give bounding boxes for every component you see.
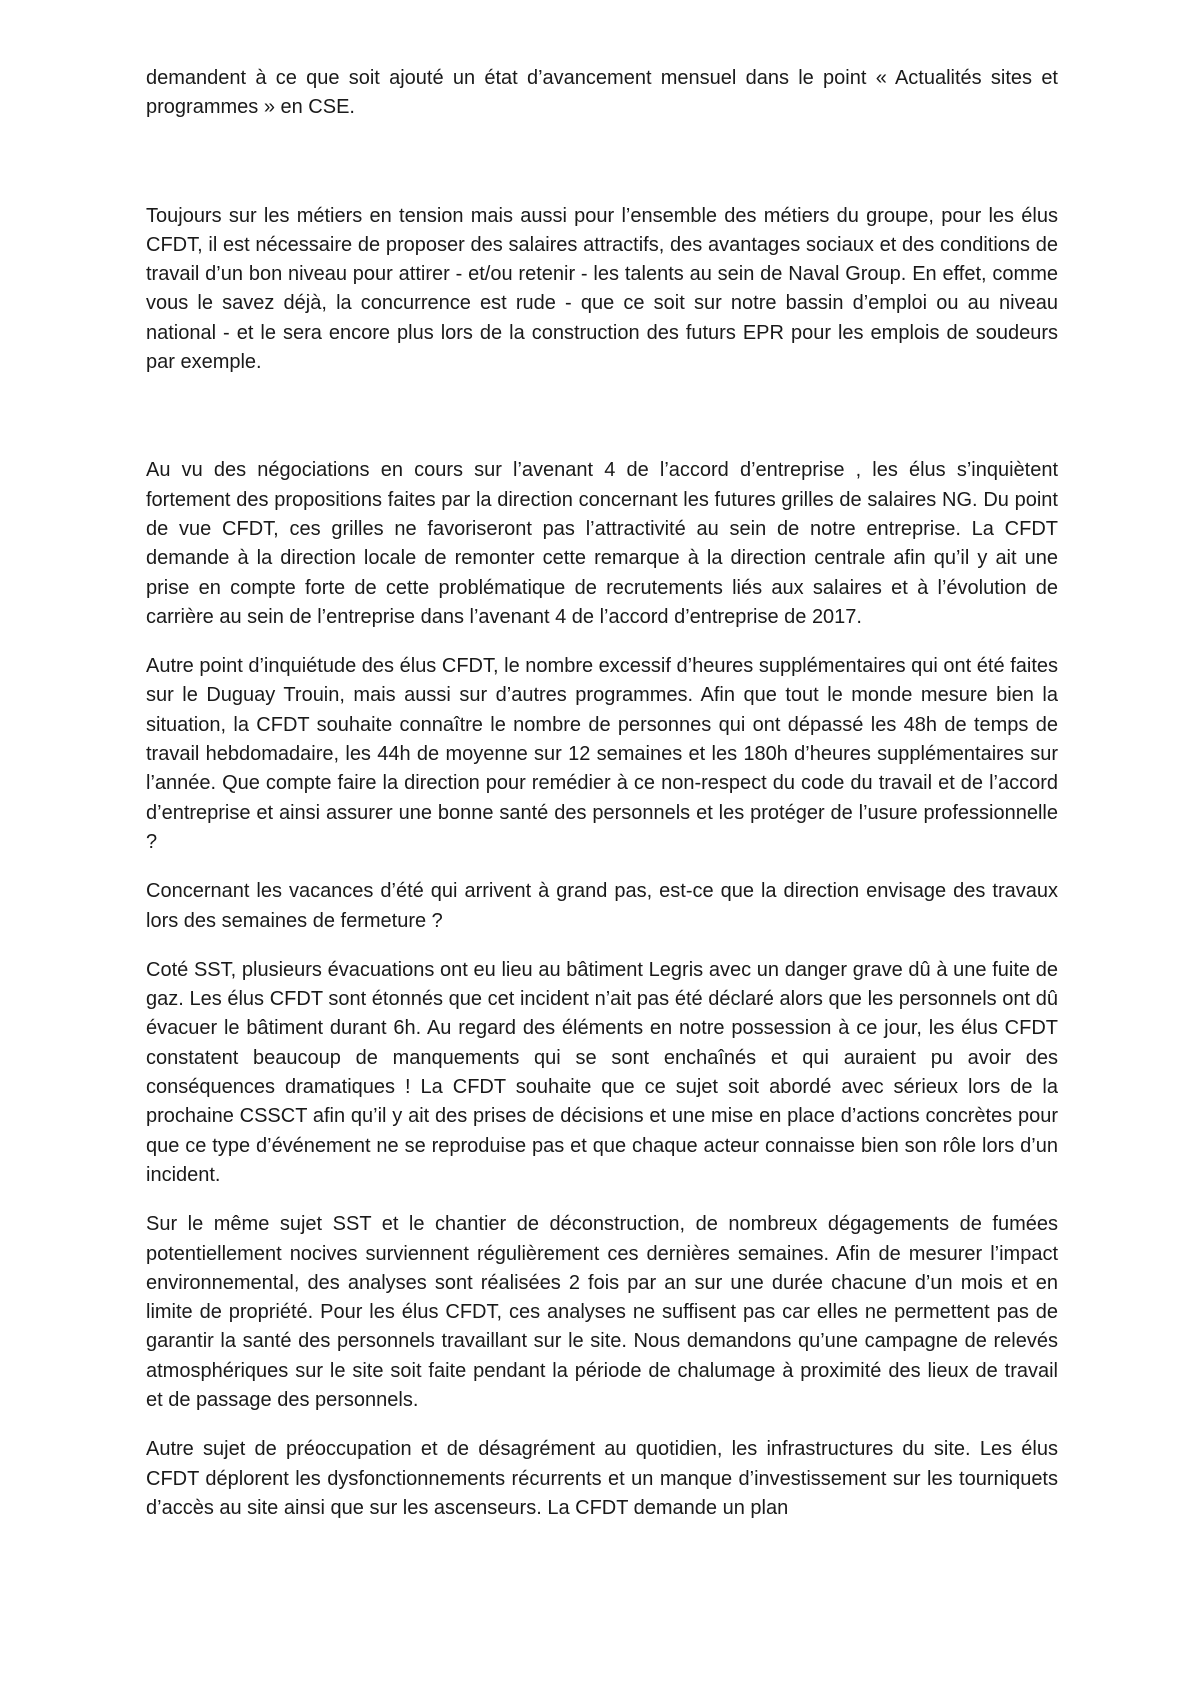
- document-page: [146, 64, 1058, 1523]
- paragraph-vacances-ete: Concernant les vacances d’été qui arrivent à grand pas, est-ce que la direction envisage des travaux lors des semaines de fermeture ?: [146, 880, 1058, 932]
- paragraph-heures-supplementaires: Autre point d’inquiétude des élus CFDT, le nombre excessif d’heures supplémentaires qui ont été faites sur le Duguay Trouin, mais aussi sur d’autres programmes. Afin que tout le monde mesure bien la situation, la CFDT souhaite connaître le nombre de personnes qui ont dépassé les 48h de temps de travail hebdomadaire, les 44h de moyenne sur 12 semaines et les 180h d’heures supplémentaires sur l’année. Que compte faire la direction pour remédier à ce non-respect du code du travail et de l’accord d’entreprise et ainsi assurer une bonne santé des personnels et les protéger de l’usure professionnelle ?: [146, 655, 1058, 853]
- paragraph-infrastructures: Autre sujet de préoccupation et de désagrément au quotidien, les infrastructures du site. Les élus CFDT déplorent les dysfonctionnements récurrents et un manque d’investissement sur les tourniquets d’accès au site ainsi que sur les ascenseurs. La CFDT demande un plan: [146, 1438, 1058, 1519]
- paragraph-sst-deconstruction: Sur le même sujet SST et le chantier de déconstruction, de nombreux dégagements de fumées potentiellement nocives surviennent régulièrement ces dernières semaines. Afin de mesurer l’impact environnemental, des analyses sont réalisées 2 fois par an sur une durée chacune d’un mois et en limite de propriété. Pour les élus CFDT, ces analyses ne suffisent pas car elles ne permettent pas de garantir la santé des personnels travaillant sur le site. Nous demandons qu’une campagne de relevés atmosphériques sur le site soit faite pendant la période de chalumage à proximité des lieux de travail et de passage des personnels.: [146, 1213, 1058, 1411]
- paragraph-sst-batiment-legris: Coté SST, plusieurs évacuations ont eu lieu au bâtiment Legris avec un danger grave dû à une fuite de gaz. Les élus CFDT sont étonnés que cet incident n’ait pas été déclaré alors que les personnels ont dû évacuer le bâtiment durant 6h. Au regard des éléments en notre possession à ce jour, les élus CFDT constatent beaucoup de manquements qui se sont enchaînés et qui auraient pu avoir des conséquences dramatiques ! La CFDT souhaite que ce sujet soit abordé avec sérieux lors de la prochaine CSSCT afin qu’il y ait des prises de décisions et une mise en place d’actions concrètes pour que ce type d’événement ne se reproduise pas et que chaque acteur connaisse bien son rôle lors d’un incident.: [146, 958, 1058, 1186]
- paragraph-negociations-avenant: Au vu des négociations en cours sur l’avenant 4 de l’accord d’entreprise , les élus s’inquiètent fortement des propositions faites par la direction concernant les futures grilles de salaires NG. Du point de vue CFDT, ces grilles ne favoriseront pas l’attractivité au sein de notre entreprise. La CFDT demande à la direction locale de remonter cette remarque à la direction centrale afin qu’il y ait une prise en compte forte de cette problématique de recrutements liés aux salaires et à l’évolution de carrière au sein de l’entreprise dans l’avenant 4 de l’accord d’entreprise de 2017.: [146, 459, 1058, 628]
- paragraph-avancement-mensuel: demandent à ce que soit ajouté un état d’avancement mensuel dans le point « Actualités sites et programmes » en CSE.: [146, 67, 1058, 119]
- paragraph-metiers-en-tension: Toujours sur les métiers en tension mais aussi pour l’ensemble des métiers du groupe, pour les élus CFDT, il est nécessaire de proposer des salaires attractifs, des avantages sociaux et des conditions de travail d’un bon niveau pour attirer - et/ou retenir - les talents au sein de Naval Group. En effet, comme vous le savez déjà, la concurrence est rude - que ce soit sur notre bassin d’emploi ou au niveau national - et le sera encore plus lors de la construction des futurs EPR pour les emplois de soudeurs par exemple.: [146, 204, 1058, 374]
